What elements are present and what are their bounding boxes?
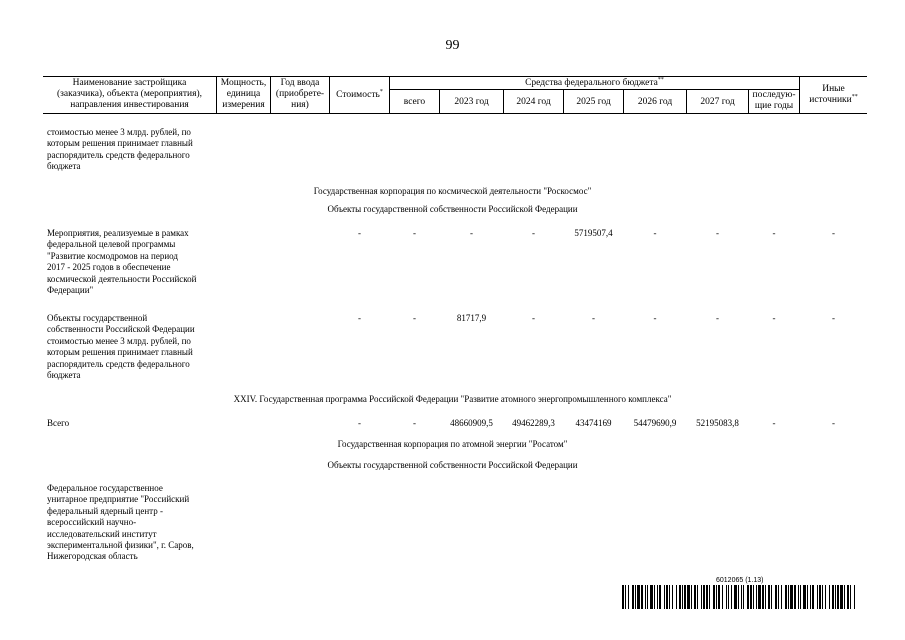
cell-other: - (832, 313, 835, 323)
row-label-vniief: Федеральное государственное унитарное предприятие "Российский федеральный ядерный центр - всероссийский научно- исследовательский институт экспериментальной физики", г. Саров, Нижегородская область (47, 483, 194, 562)
cell-later: - (772, 228, 776, 238)
header-year-col: Год ввода (приобрете- ния) (275, 78, 325, 110)
cell-2023: - (470, 228, 473, 238)
cell-cost: - (358, 418, 361, 428)
header-sub-2023: 2023 год (454, 97, 489, 107)
cell-2024: 49462289,3 (512, 418, 555, 428)
cell-2025: 43474169 (575, 418, 612, 428)
cell-2024: - (532, 228, 535, 238)
cell-total: - (413, 418, 416, 428)
cell-2026: - (653, 313, 657, 323)
cell-later: - (772, 313, 776, 323)
section-title-objects-2: Объекты государственной собственности Российской Федерации (327, 460, 578, 470)
cell-cost: - (358, 313, 361, 323)
row-label-cosmodromes: Мероприятия, реализуемые в рамках федеральной целевой программы "Развитие космодромов на период 2017 - 2025 годов в обеспечение космической деятельности Российской Федерации" (47, 228, 197, 296)
cell-2027: - (716, 228, 719, 238)
cell-total: - (413, 313, 416, 323)
header-federal-budget: Средства федерального бюджета** (525, 76, 664, 88)
header-sub-2025: 2025 год (576, 97, 611, 107)
cell-2026: - (653, 228, 657, 238)
cell-other: - (832, 228, 835, 238)
header-name-col: Наименование застройщика (заказчика), объекта (мероприятия), направления инвестирования (57, 78, 202, 110)
cell-2027: 52195083,8 (696, 418, 739, 428)
header-sub-later: последую- щие годы (752, 90, 796, 111)
section-title-objects: Объекты государственной собственности Российской Федерации (327, 204, 578, 214)
header-other-sources: Иные источники** (809, 84, 858, 105)
header-capacity-col: Мощность, единица измерения (220, 78, 267, 110)
cell-2027: - (716, 313, 719, 323)
cell-2023: 48660909,5 (450, 418, 493, 428)
cell-cost: - (358, 228, 361, 238)
header-sub-2027: 2027 год (700, 97, 735, 107)
header-sub-2026: 2026 год (637, 97, 673, 107)
section-title-rosatom: Государственная корпорация по атомной энергии "Росатом" (337, 439, 568, 449)
page-number: 99 (445, 38, 460, 53)
barcode-image (622, 585, 856, 609)
header-sub-total: всего (403, 97, 426, 107)
section-title-program: XXIV. Государственная программа Российской Федерации "Развитие атомного энергопромышленного комплекса" (233, 394, 672, 404)
cell-other: - (832, 418, 835, 428)
header-sub-2024: 2024 год (516, 97, 551, 107)
row-label-objects-small: Объекты государственной собственности Российской Федерации стоимостью менее 3 млрд. рублей, по которым решения принимает главный распорядитель средств федерального бюджета (47, 313, 195, 381)
section-title-roscosmos: Государственная корпорация по космической деятельности "Роскосмос" (313, 186, 592, 196)
cell-2025: 5719507,4 (574, 228, 613, 238)
cell-2025: - (592, 313, 595, 323)
cell-later: - (772, 418, 776, 428)
cell-2023: 81717,9 (456, 313, 487, 323)
cell-total: - (413, 228, 416, 238)
row-label-total: Всего (47, 418, 70, 428)
barcode-number: 6012065 (1.13) (716, 577, 764, 584)
cell-2024: - (532, 313, 535, 323)
header-cost-col: Стоимость* (336, 88, 383, 100)
row-continuation-text: стоимостью менее 3 млрд. рублей, по которым решения принимает главный распорядитель средств федерального бюджета (47, 127, 193, 172)
cell-2026: 54479690,9 (633, 418, 677, 428)
